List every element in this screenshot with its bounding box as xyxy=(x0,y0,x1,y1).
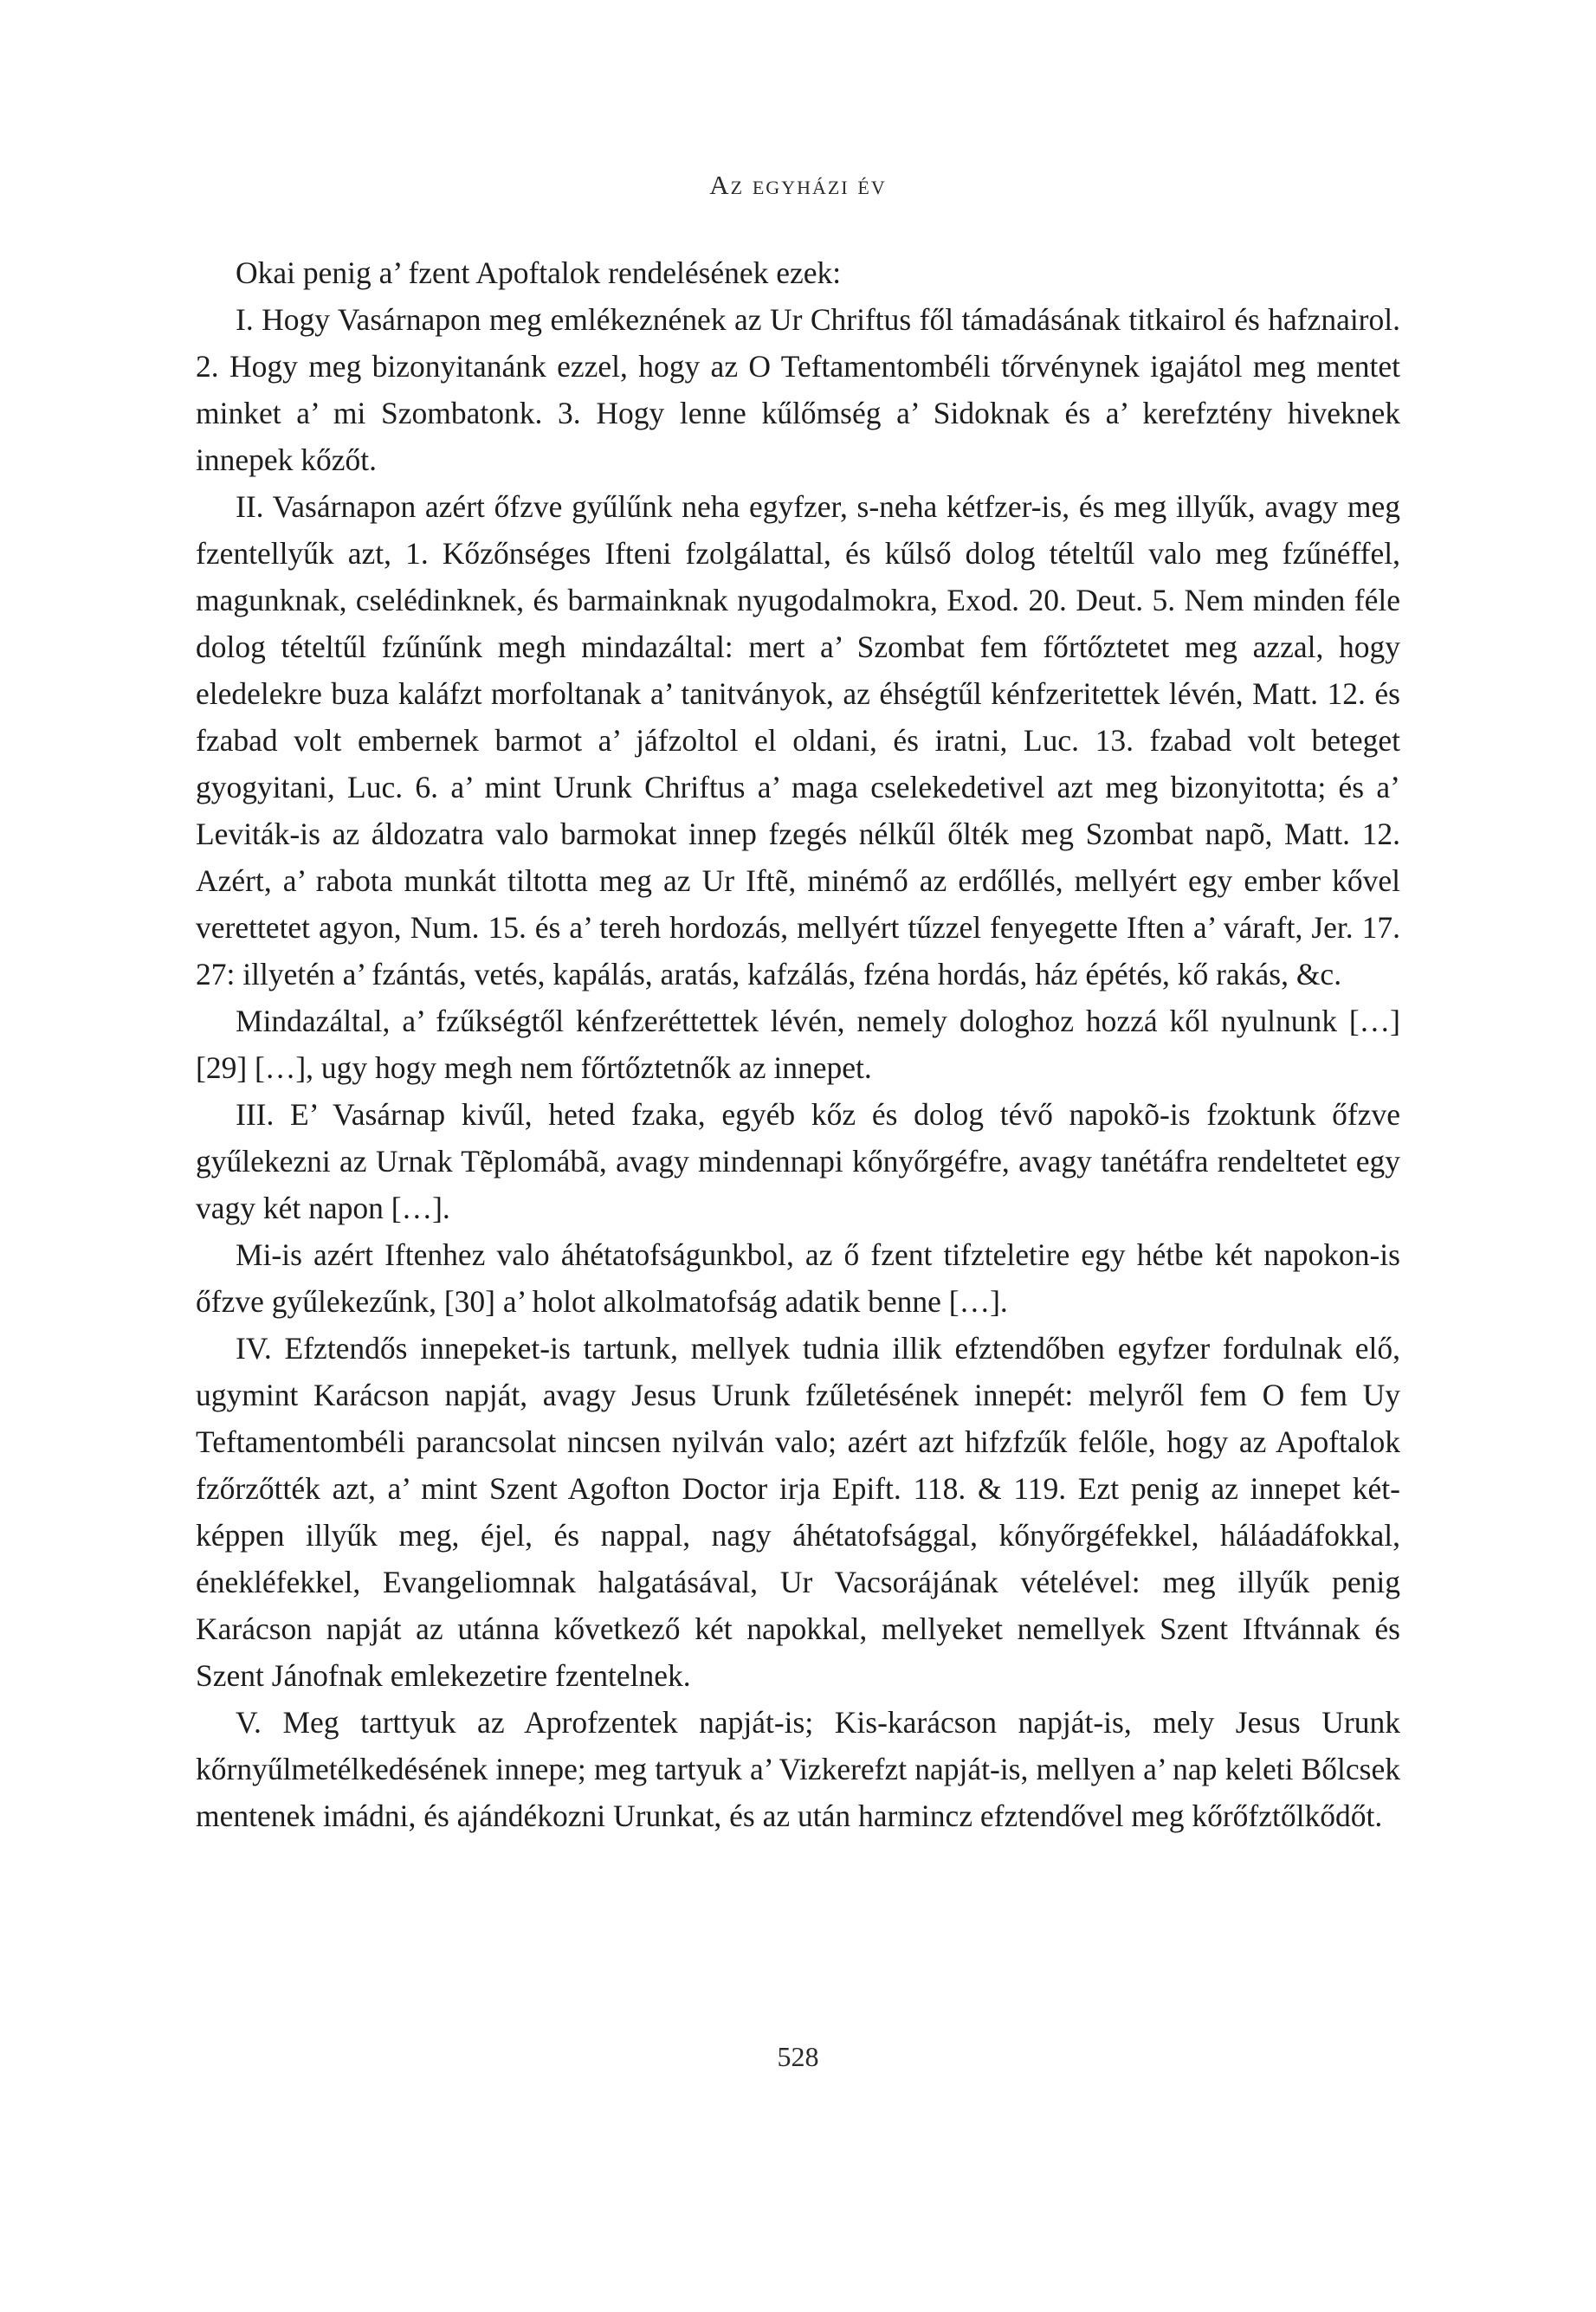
paragraph: Mi-is azért Iftenhez valo áhétatofságunkbol, az ő fzent tifzteletire egy hétbe két napokon-is őfzve gyűlekezűnk, [30] a’ holot alkolmatofság adatik benne […]. xyxy=(196,1237,1400,1319)
paragraph: II. Vasárnapon azért őfzve gyűlűnk neha egyfzer, s-neha kétfzer-is, és meg illyűk, avagy meg fzentellyűk azt, 1. Kőzőnséges Ifteni fzolgálattal, és kűlső dolog tételtűl valo meg fzűnéffel, magunknak, cselédinknek, és barmainknak nyugodalmokra, Exod. 20. Deut. 5. Nem minden féle dolog tételtűl fzűnűnk megh mindazáltal: mert a’ Szombat fem főrtőztetet meg azzal, hogy eledelekre buza kaláfzt morfoltanak a’ tanitványok, az éhségtűl kénfzeritettek lévén, Matt. 12. és fzabad volt embernek barmot a’ jáfzoltol el oldani, és iratni, Luc. 13. fzabad volt beteget gyogyitani, Luc. 6. a’ mint Urunk Chriftus a’ maga cselekedetivel azt meg bizonyitotta; és a’ Leviták-is az áldozatra valo barmokat innep fzegés nélkűl őlték meg Szombat napõ, Matt. 12. Azért, a’ rabota munkát tiltotta meg az Ur Iftẽ, minémő az erdőllés, mellyért egy ember kővel verettetet agyon, Num. 15. és a’ tereh hordozás, mellyért tűzzel fenyegette Iften a’ váraft, Jer. 17. 27: illyetén a’ fzántás, vetés, kapálás, aratás, kafzálás, fzéna hordás, ház épétés, kő rakás, &c. xyxy=(196,489,1400,991)
paragraph: V. Meg tarttyuk az Aprofzentek napját-is; Kis-karácson napját-is, mely Jesus Urunk kőrnyűlmetélkedésének innepe; meg tartyuk a’ Vizkerefzt napját-is, mellyen a’ nap keleti Bőlcsek mentenek imádni, és ajándékozni Urunkat, és az után harmincz efztendővel meg kőrőfztőlkődőt. xyxy=(196,1705,1400,1833)
running-head: Az egyházi év xyxy=(709,170,887,200)
paragraph: III. E’ Vasárnap kivűl, heted fzaka, egyéb kőz és dolog tévő napokõ-is fzoktunk őfzve gyűlekezni az Urnak Tẽplomábã, avagy mindennapi kőnyőrgéfre, avagy tanétáfra rendeltetet egy vagy két napon […]. xyxy=(196,1097,1400,1225)
paragraph: Mindazáltal, a’ fzűkségtől kénfzeréttettek lévén, nemely dologhoz hozzá kől nyulnunk […] [29] […], ugy hogy megh nem főrtőztetnők az innepet. xyxy=(196,1004,1400,1085)
paragraph: Okai penig a’ fzent Apoftalok rendelésének ezek: xyxy=(236,255,842,290)
page-number: 528 xyxy=(777,2041,819,2072)
paragraph: I. Hogy Vasárnapon meg emlékeznének az Ur Chriftus fől támadásának titkairol és hafznairol. 2. Hogy meg bizonyitanánk ezzel, hogy az O Teftamentombéli tőrvénynek igajátol meg mentet minket a’ mi Szombatonk. 3. Hogy lenne kűlőmség a’ Sidoknak és a’ kerefztény hiveknek innepek kőzőt. xyxy=(196,302,1400,477)
body-text xyxy=(196,249,1400,1839)
paragraph: IV. Efztendős innepeket-is tartunk, mellyek tudnia illik efztendőben egyfzer fordulnak elő, ugymint Karácson napját, avagy Jesus Urunk fzűletésének innepét: melyről fem O fem Uy Teftamentombéli parancsolat nincsen nyilván valo; azért azt hifzfzűk felőle, hogy az Apoftalok fzőrzőtték azt, a’ mint Szent Agofton Doctor irja Epift. 118. & 119. Ezt penig az innepet két-képpen illyűk meg, éjel, és nappal, nagy áhétatofsággal, kőnyőrgéfekkel, háláadáfokkal, énekléfekkel, Evangeliomnak halgatásával, Ur Vacsorájának vételével: meg illyűk penig Karácson napját az utánna kővetkező két napokkal, mellyeket nemellyek Szent Iftvánnak és Szent Jánofnak emlekezetire fzentelnek. xyxy=(196,1331,1400,1693)
